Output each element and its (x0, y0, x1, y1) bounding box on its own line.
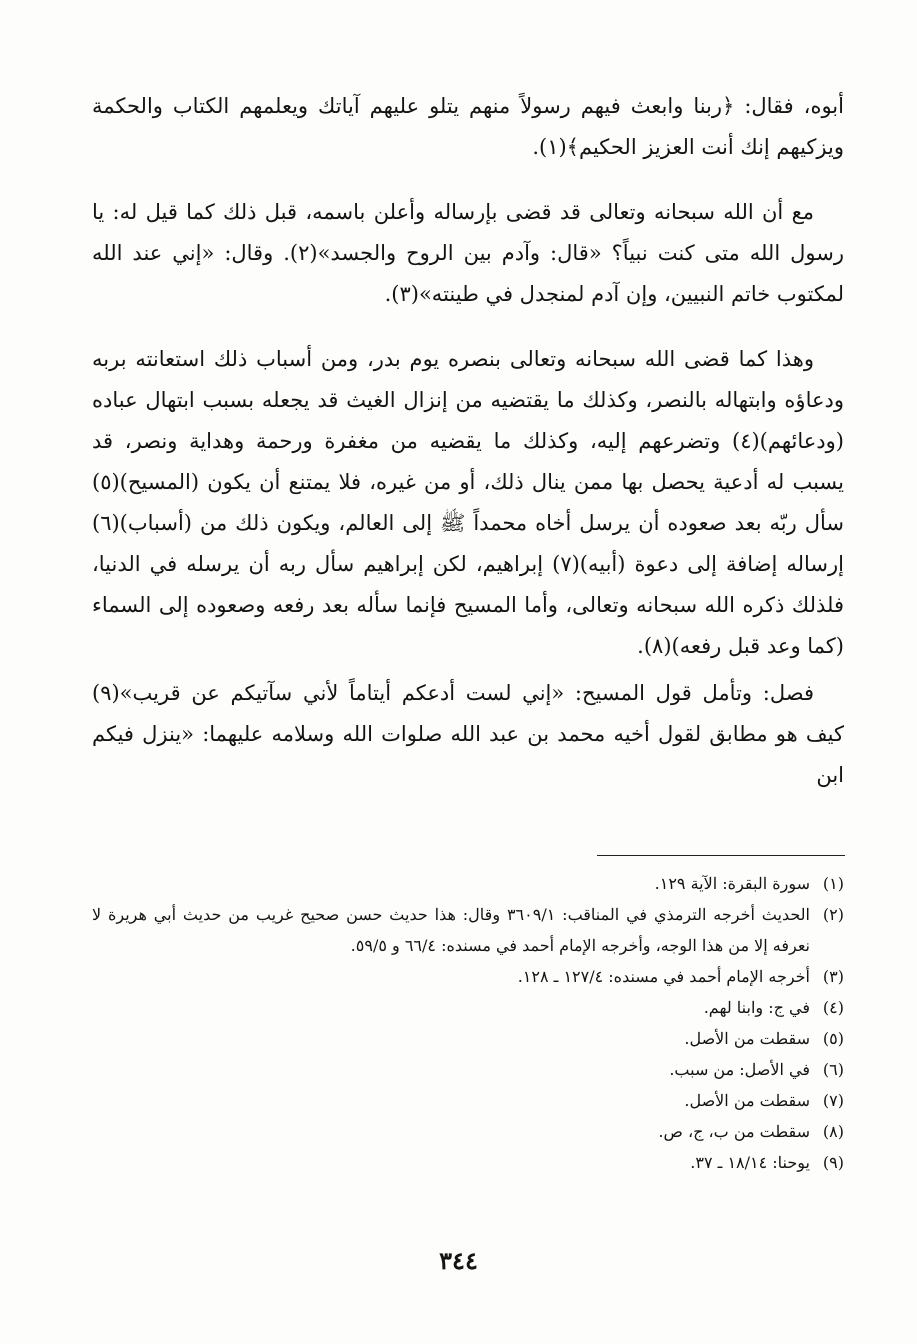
footnote-number: (٣) (822, 967, 844, 986)
footnote-item (92, 1085, 844, 1116)
footnote-item (92, 868, 844, 899)
footnotes (92, 868, 844, 1178)
footnote-number: (١) (822, 874, 844, 893)
footnote-text: أخرجه الإمام أحمد في مسنده: ١٢٧/٤ ـ ١٢٨. (517, 967, 810, 986)
footnote-text: سورة البقرة: الآية ١٢٩. (654, 874, 810, 893)
paragraph-3: وهذا كما قضى الله سبحانه وتعالى بنصره يوم بدر، ومن أسباب ذلك استعانته بربه ودعاؤه وابتهاله بالنصر، وكذلك ما يقتضيه من إنزال الغيث قد يجعله بسبب ابتهال عباده (ودعائهم)(٤) وتضرعهم إليه، وكذلك ما يقضيه من مغفرة ورحمة وهداية ونصر، قد يسبب له أدعية يحصل بها ممن ينال ذلك، أو من غيره، فلا يمتنع أن يكون (المسيح)(٥) سأل ربّه بعد صعوده أن يرسل أخاه محمداً ﷺ إلى العالم، ويكون ذلك من (أسباب)(٦) إرساله إضافة إلى دعوة (أبيه)(٧) إبراهيم، لكن إبراهيم سأل ربه أن يرسله في الدنيا، فلذلك ذكره الله سبحانه وتعالى، وأما المسيح فإنما سأله بعد رفعه وصعوده إلى السماء (كما وعد قبل رفعه)(٨). (92, 347, 845, 658)
footnote-number: (٤) (822, 998, 844, 1017)
footnote-item (92, 1116, 844, 1147)
footnote-text: الحديث أخرجه الترمذي في المناقب: ٣٦٠٩/١ وقال: هذا حديث حسن صحيح غريب من حديث أبي هريرة لا نعرفه إلا من هذا الوجه، وأخرجه الإمام أحمد في مسنده: ٦٦/٤ و ٥٩/٥. (92, 905, 811, 955)
footnote-text: سقطت من الأصل. (684, 1091, 810, 1110)
footnote-item (92, 1147, 844, 1178)
footnote-separator (597, 855, 845, 856)
footnote-text: يوحنا: ١٨/١٤ ـ ٣٧. (690, 1153, 810, 1172)
footnote-item (92, 899, 844, 961)
footnote-text: في ج: وابنا لهم. (703, 998, 810, 1017)
footnote-text: سقطت من ب، ج، ص. (658, 1122, 810, 1141)
footnote-item (92, 1054, 844, 1085)
footnote-number: (٧) (822, 1091, 844, 1110)
footnote-text: سقطت من الأصل. (684, 1029, 810, 1048)
paragraph-1: أبوه، فقال: ﴿ربنا وابعث فيهم رسولاً منهم يتلو عليهم آياتك ويعلمهم الكتاب والحكمة ويزكيهم إنك أنت العزيز الحكيم﴾(١). (92, 94, 844, 159)
main-text (92, 86, 844, 796)
paragraph-2: مع أن الله سبحانه وتعالى قد قضى بإرساله وأعلن باسمه، قبل ذلك كما قيل له: يا رسول الله متى كنت نبياً؟ «قال: وآدم بين الروح والجسد»(٢). وقال: «إني عند الله لمكتوب خاتم النبيين، وإن آدم لمنجدل في طينته»(٣). (92, 200, 844, 306)
footnote-number: (٦) (822, 1060, 844, 1079)
footnote-number: (٥) (822, 1029, 844, 1048)
footnote-number: (٢) (822, 905, 844, 924)
footnote-item (92, 961, 844, 992)
footnote-number: (٩) (822, 1153, 844, 1172)
footnote-item (92, 992, 844, 1023)
footnote-item (92, 1023, 844, 1054)
footnote-text: في الأصل: من سبب. (669, 1060, 810, 1079)
page-number: ٣٤٤ (439, 1246, 478, 1275)
paragraph-4: فصل: وتأمل قول المسيح: «إني لست أدعكم أيتاماً لأني سآتيكم عن قريب»(٩) كيف هو مطابق لقول أخيه محمد بن عبد الله صلوات الله وسلامه عليهما: «ينزل فيكم ابن (92, 681, 844, 787)
footnote-number: (٨) (822, 1122, 844, 1141)
